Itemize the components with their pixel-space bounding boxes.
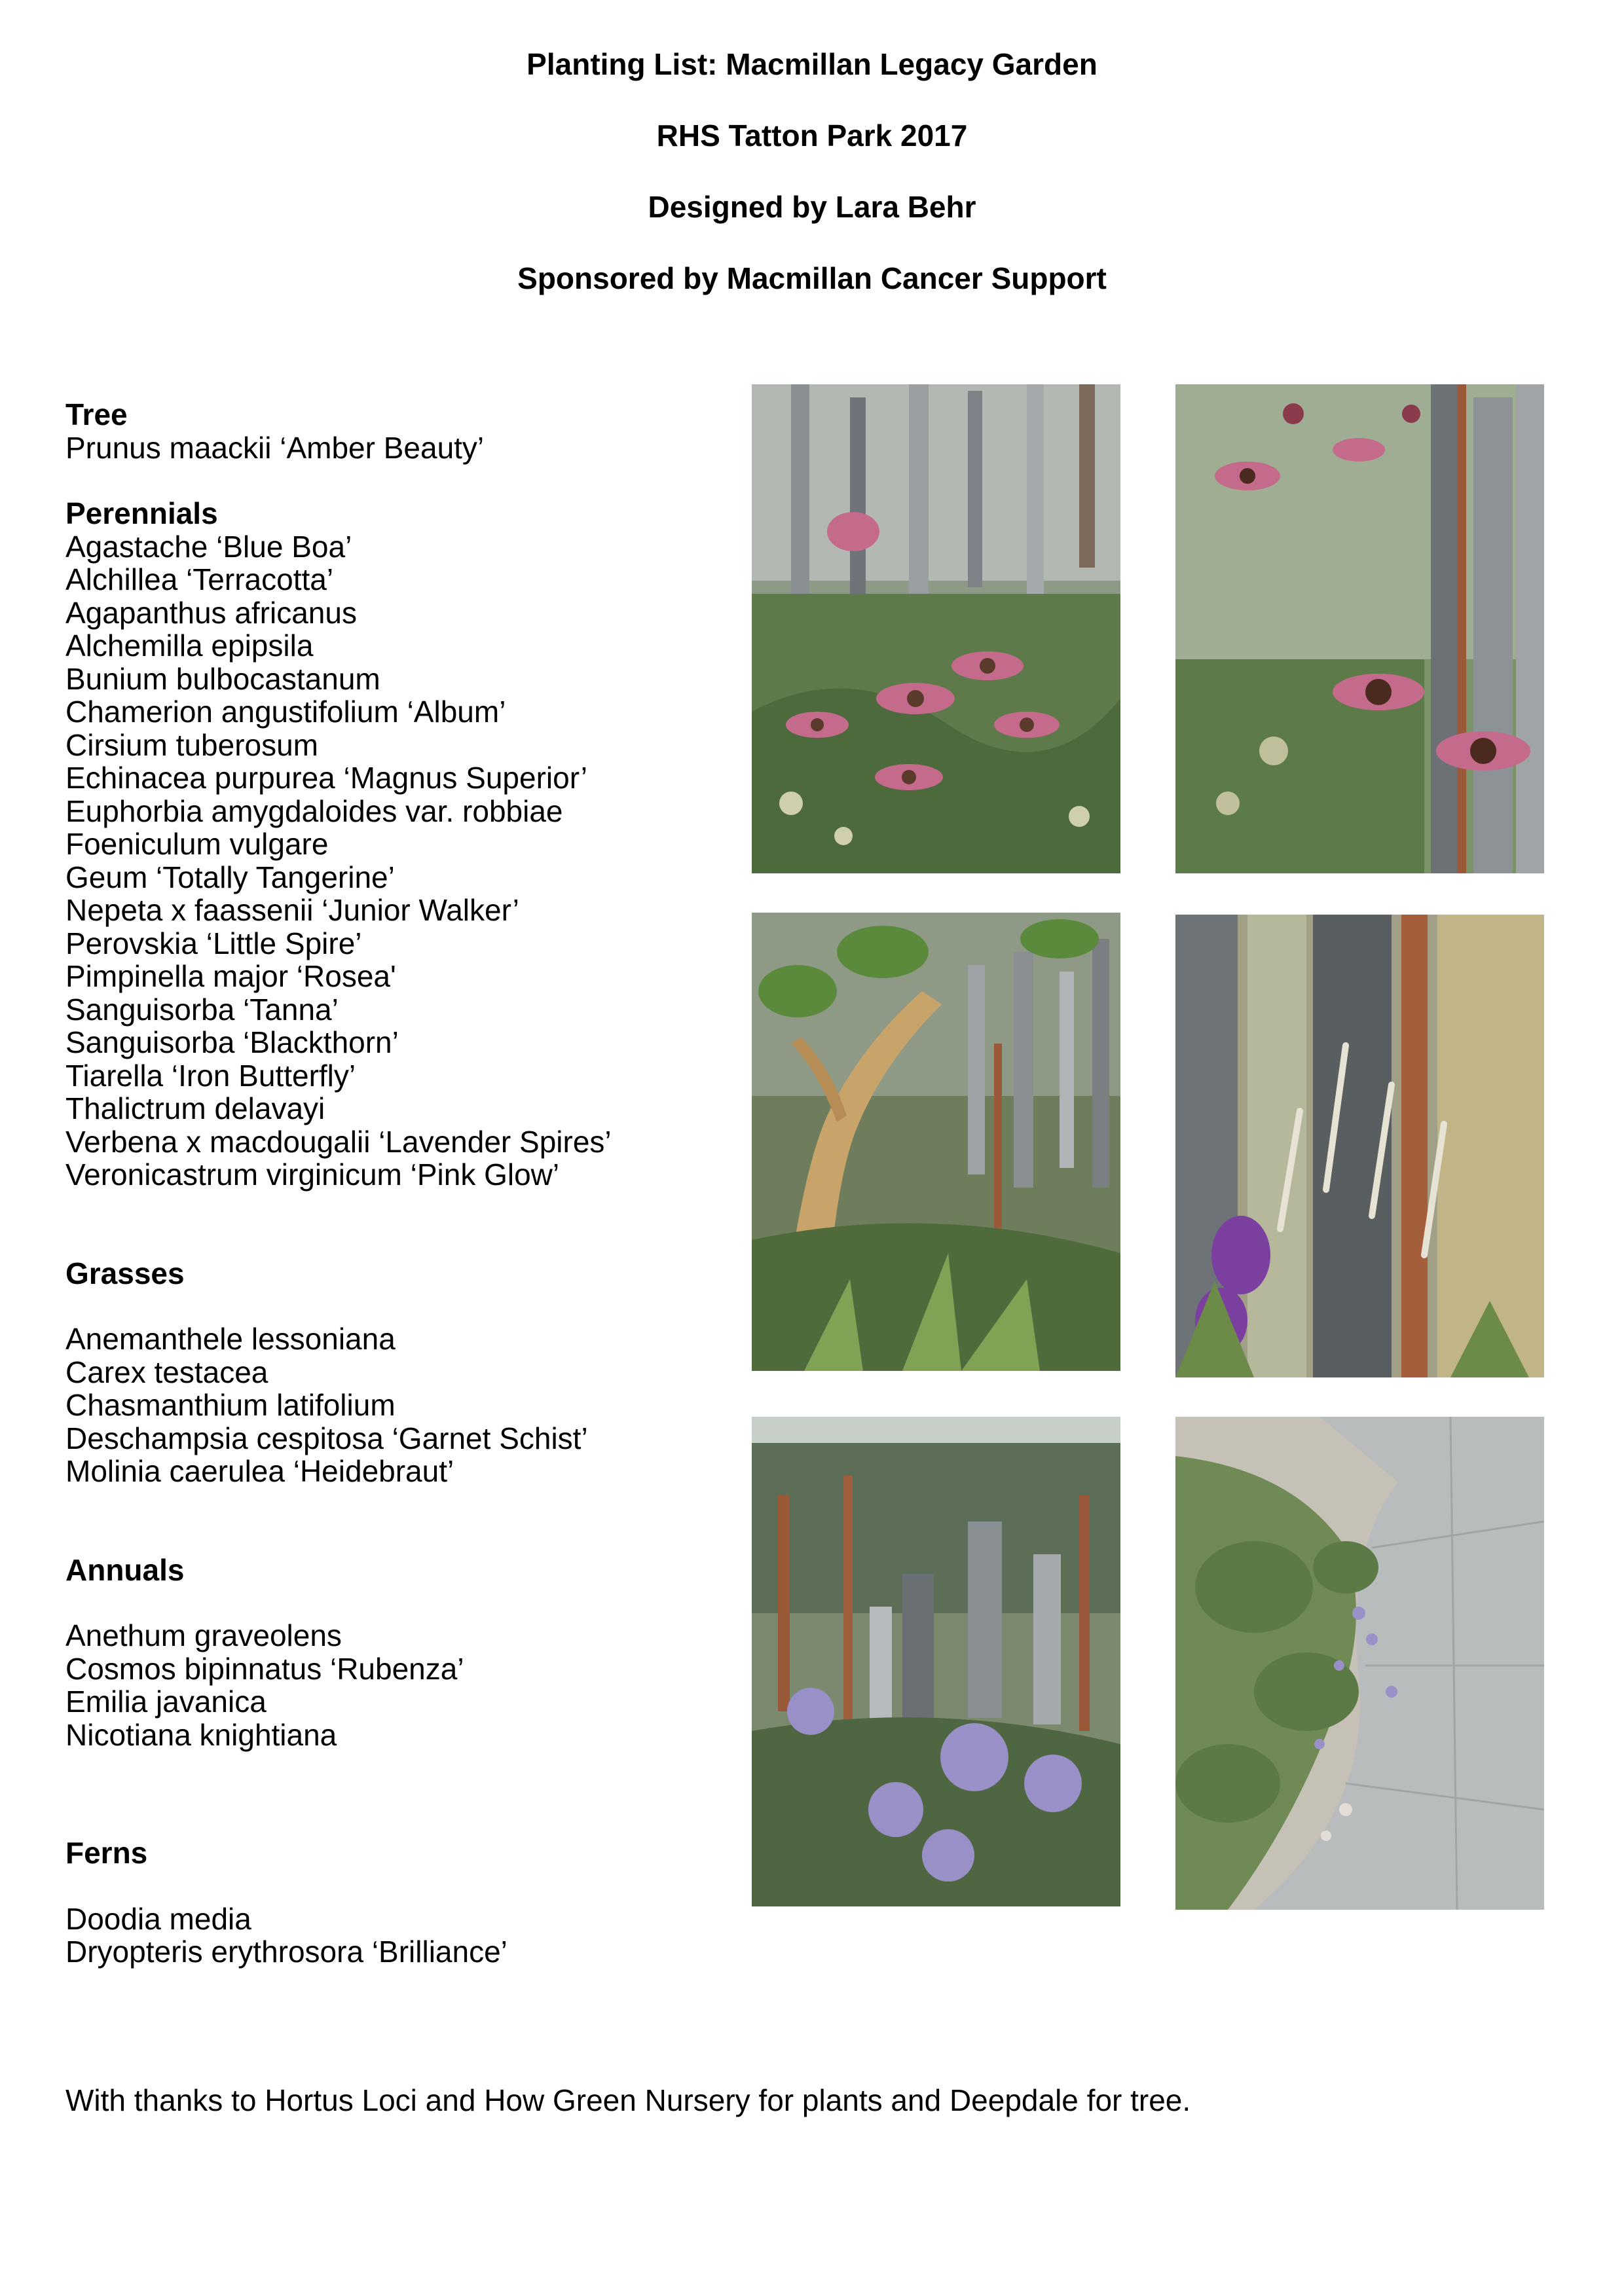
plant-item: Dryopteris erythrosora ‘Brilliance’ — [65, 1935, 507, 1969]
plant-item: Chamerion angustifolium ‘Album’ — [65, 695, 506, 729]
plant-item: Perovskia ‘Little Spire’ — [65, 926, 362, 960]
planting-list — [65, 398, 733, 1969]
plant-item: Euphorbia amygdaloides var. robbiae — [65, 793, 563, 828]
section-heading-annuals: Annuals — [65, 1552, 185, 1587]
plant-item: Carex testacea — [65, 1355, 268, 1389]
section-heading-grasses: Grasses — [65, 1256, 185, 1290]
garden-photo-agapanthus-posts — [752, 1417, 1120, 1906]
plant-item: Sanguisorba ‘Blackthorn’ — [65, 1025, 399, 1059]
section-heading-perennials: Perennials — [65, 496, 218, 530]
plant-item: Cosmos bipinnatus ‘Rubenza’ — [65, 1651, 464, 1686]
plant-item: Agastache ‘Blue Boa’ — [65, 529, 352, 564]
plant-item: Veronicastrum virginicum ‘Pink Glow’ — [65, 1157, 560, 1192]
plant-item: Tiarella ‘Iron Butterfly’ — [65, 1058, 356, 1093]
plant-item: Nepeta x faassenii ‘Junior Walker’ — [65, 893, 519, 927]
plant-item: Deschampsia cespitosa ‘Garnet Schist’ — [65, 1421, 588, 1455]
plant-item: Pimpinella major ‘Rosea' — [65, 959, 396, 993]
plant-item: Anethum graveolens — [65, 1618, 342, 1652]
plant-item: Cirsium tuberosum — [65, 727, 318, 762]
plant-item: Alchillea ‘Terracotta’ — [65, 562, 334, 596]
section-heading-ferns: Ferns — [65, 1836, 148, 1870]
plant-item: Thalictrum delavayi — [65, 1091, 325, 1125]
garden-photo-paving-edge — [1175, 1417, 1544, 1910]
plant-item: Bunium bulbocastanum — [65, 661, 380, 696]
acknowledgement-text: With thanks to Hortus Loci and How Green Nursery for plants and Deepdale for tree. — [65, 2083, 1191, 2117]
plant-item: Agapanthus africanus — [65, 595, 357, 630]
designer-line: Designed by Lara Behr — [648, 190, 976, 224]
plant-item: Emilia javanica — [65, 1685, 267, 1719]
garden-photo-echinacea-closeup — [1175, 384, 1544, 873]
plant-item: Chasmanthium latifolium — [65, 1388, 396, 1422]
plant-item: Nicotiana knightiana — [65, 1717, 337, 1752]
section-heading-tree: Tree — [65, 397, 128, 431]
garden-photo-posts-spikes — [1175, 915, 1544, 1377]
garden-photo-echinacea-posts — [752, 384, 1120, 873]
document-header — [0, 46, 1624, 331]
plant-item: Sanguisorba ‘Tanna’ — [65, 992, 339, 1027]
plant-item: Anemanthele lessoniana — [65, 1322, 396, 1356]
plant-item: Doodia media — [65, 1901, 251, 1936]
event-line: RHS Tatton Park 2017 — [656, 118, 968, 153]
garden-photo-birch-ferns — [752, 913, 1120, 1371]
plant-item: Alchemilla epipsila — [65, 629, 314, 663]
plant-item: Molinia caerulea ‘Heidebraut’ — [65, 1454, 454, 1488]
plant-item: Verbena x macdougalii ‘Lavender Spires’ — [65, 1124, 612, 1159]
sponsor-line: Sponsored by Macmillan Cancer Support — [517, 261, 1107, 295]
plant-item: Geum ‘Totally Tangerine’ — [65, 860, 395, 894]
plant-item: Foeniculum vulgare — [65, 827, 329, 861]
plant-item: Prunus maackii ‘Amber Beauty’ — [65, 430, 485, 465]
plant-item: Echinacea purpurea ‘Magnus Superior’ — [65, 761, 587, 795]
document-title: Planting List: Macmillan Legacy Garden — [526, 47, 1098, 81]
